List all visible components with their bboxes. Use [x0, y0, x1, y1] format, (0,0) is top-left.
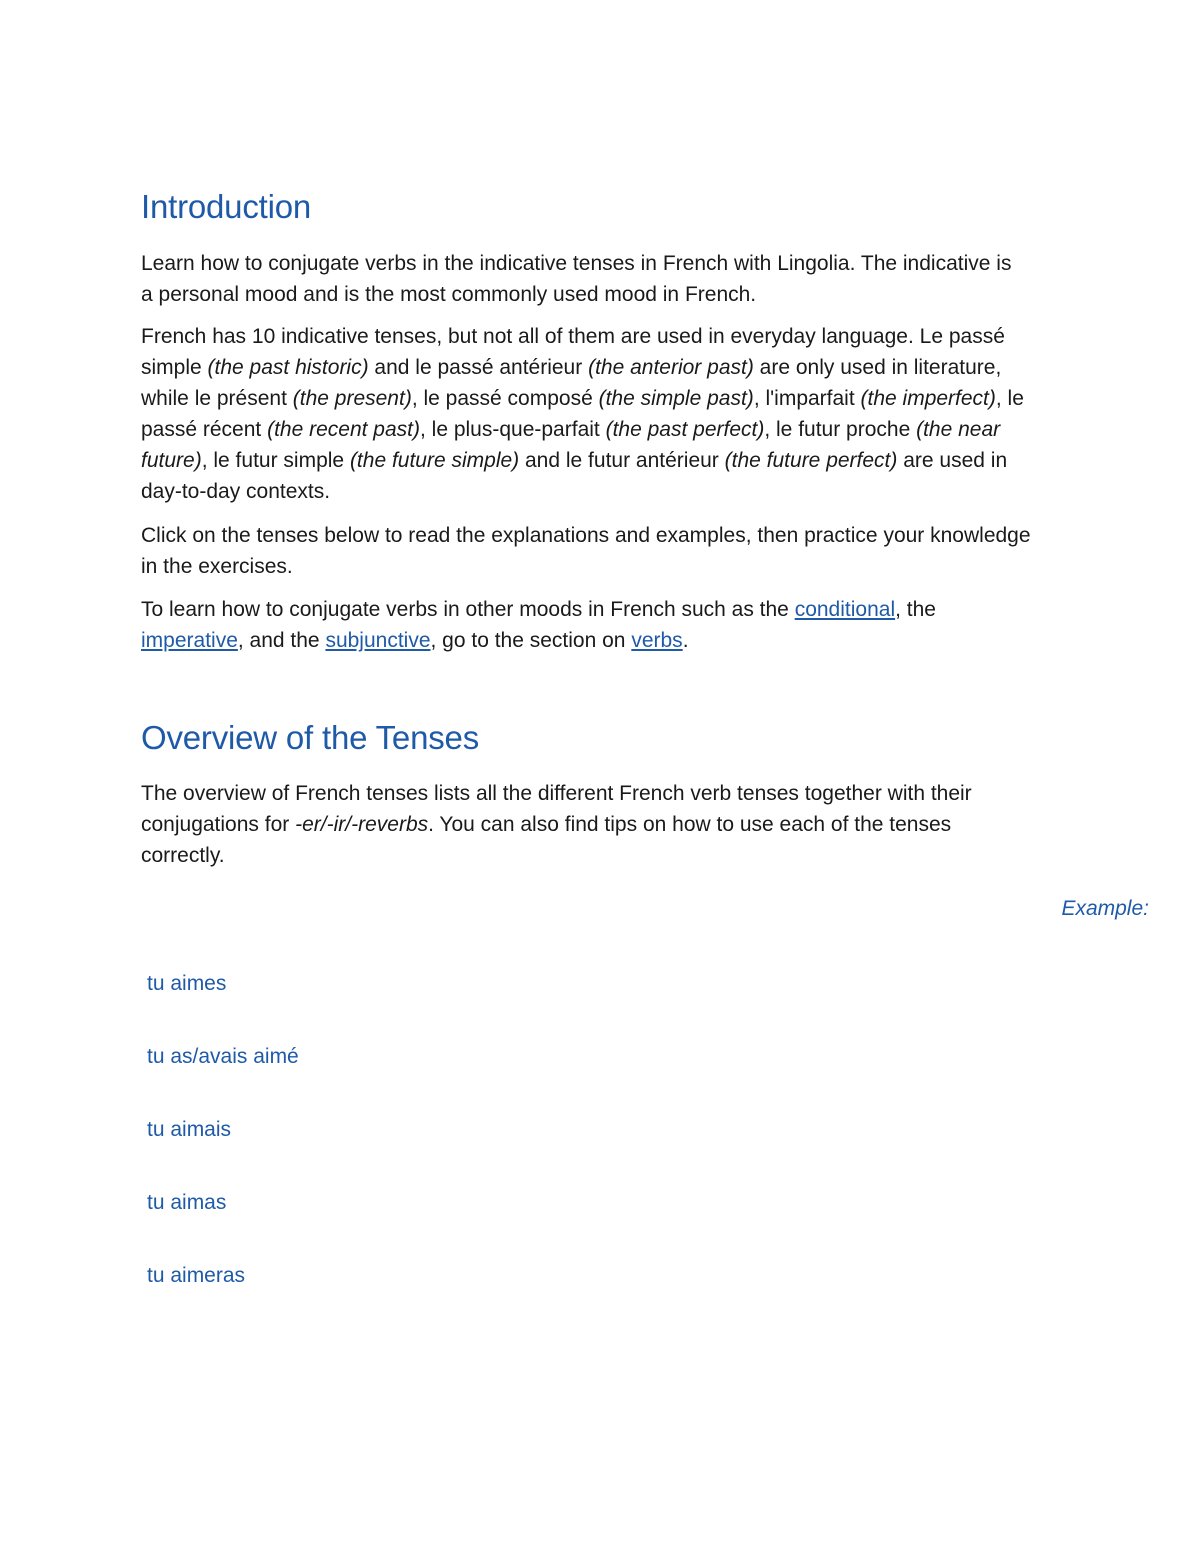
overview-heading: Overview of the Tenses	[141, 719, 479, 756]
text-run: , le futur simple	[201, 449, 350, 472]
italic-verb-endings: -er/-ir/-re	[295, 813, 377, 836]
text-run: . You can also find tips on how to use each of the tenses correctly.	[141, 813, 952, 867]
overview-paragraph	[141, 778, 1001, 871]
example-item: tu aimeras	[147, 1264, 246, 1287]
example-label: Example:	[1061, 897, 1149, 920]
italic-translation: (the future simple)	[349, 449, 520, 472]
intro-paragraph-2	[141, 321, 1031, 507]
verbs-link[interactable]: verbs	[631, 629, 683, 652]
example-item: tu aimes	[147, 972, 227, 995]
conditional-link[interactable]: conditional	[794, 598, 896, 621]
italic-verbs: verbs	[376, 813, 429, 836]
text-run: are only used in literature, while le présent	[141, 356, 1002, 410]
text-run: , le plus-que-parfait	[419, 418, 606, 441]
text-run: , le passé composé	[411, 387, 599, 410]
text-run: are used in day-to-day contexts.	[141, 449, 1008, 503]
imperative-link[interactable]: imperative	[141, 629, 238, 652]
example-item: tu as/avais aimé	[147, 1045, 299, 1068]
intro-paragraph-1: Learn how to conjugate verbs in the indicative tenses in French with Lingolia. The indicative is a personal mood and is the most commonly used mood in French.	[141, 252, 1012, 306]
italic-translation: (the present)	[292, 387, 412, 410]
text-run: , le futur proche	[764, 418, 917, 441]
italic-translation: (the imperfect)	[860, 387, 996, 410]
text-run: , and the	[237, 629, 326, 652]
text-run: and le futur antérieur	[519, 449, 725, 472]
italic-translation: (the recent past)	[267, 418, 420, 441]
text-run: .	[682, 629, 689, 652]
example-item: tu aimais	[147, 1118, 232, 1141]
text-run: , le passé récent	[141, 387, 1024, 441]
text-run: and le passé antérieur	[368, 356, 589, 379]
italic-translation: (the future perfect)	[724, 449, 898, 472]
italic-translation: (the near future)	[141, 418, 1001, 472]
italic-translation: (the anterior past)	[588, 356, 754, 379]
italic-translation: (the simple past)	[598, 387, 754, 410]
text-run: The overview of French tenses lists all the different French verb tenses together with their conjugations for	[141, 782, 972, 836]
example-list	[147, 968, 299, 1333]
text-run: , the	[895, 598, 936, 621]
intro-paragraph-3: Click on the tenses below to read the explanations and examples, then practice your knowledge in the exercises.	[141, 524, 1031, 578]
text-run: , l'imparfait	[753, 387, 861, 410]
introduction-heading: Introduction	[141, 188, 312, 225]
text-run: , go to the section on	[430, 629, 632, 652]
text-run: To learn how to conjugate verbs in other moods in French such as the	[141, 598, 795, 621]
text-run: French has 10 indicative tenses, but not all of them are used in everyday language. Le passé simple	[141, 325, 1005, 379]
italic-translation: (the past perfect)	[605, 418, 765, 441]
subjunctive-link[interactable]: subjunctive	[325, 629, 431, 652]
italic-translation: (the past historic)	[207, 356, 369, 379]
example-item: tu aimas	[147, 1191, 227, 1214]
intro-paragraph-4	[141, 594, 1031, 656]
